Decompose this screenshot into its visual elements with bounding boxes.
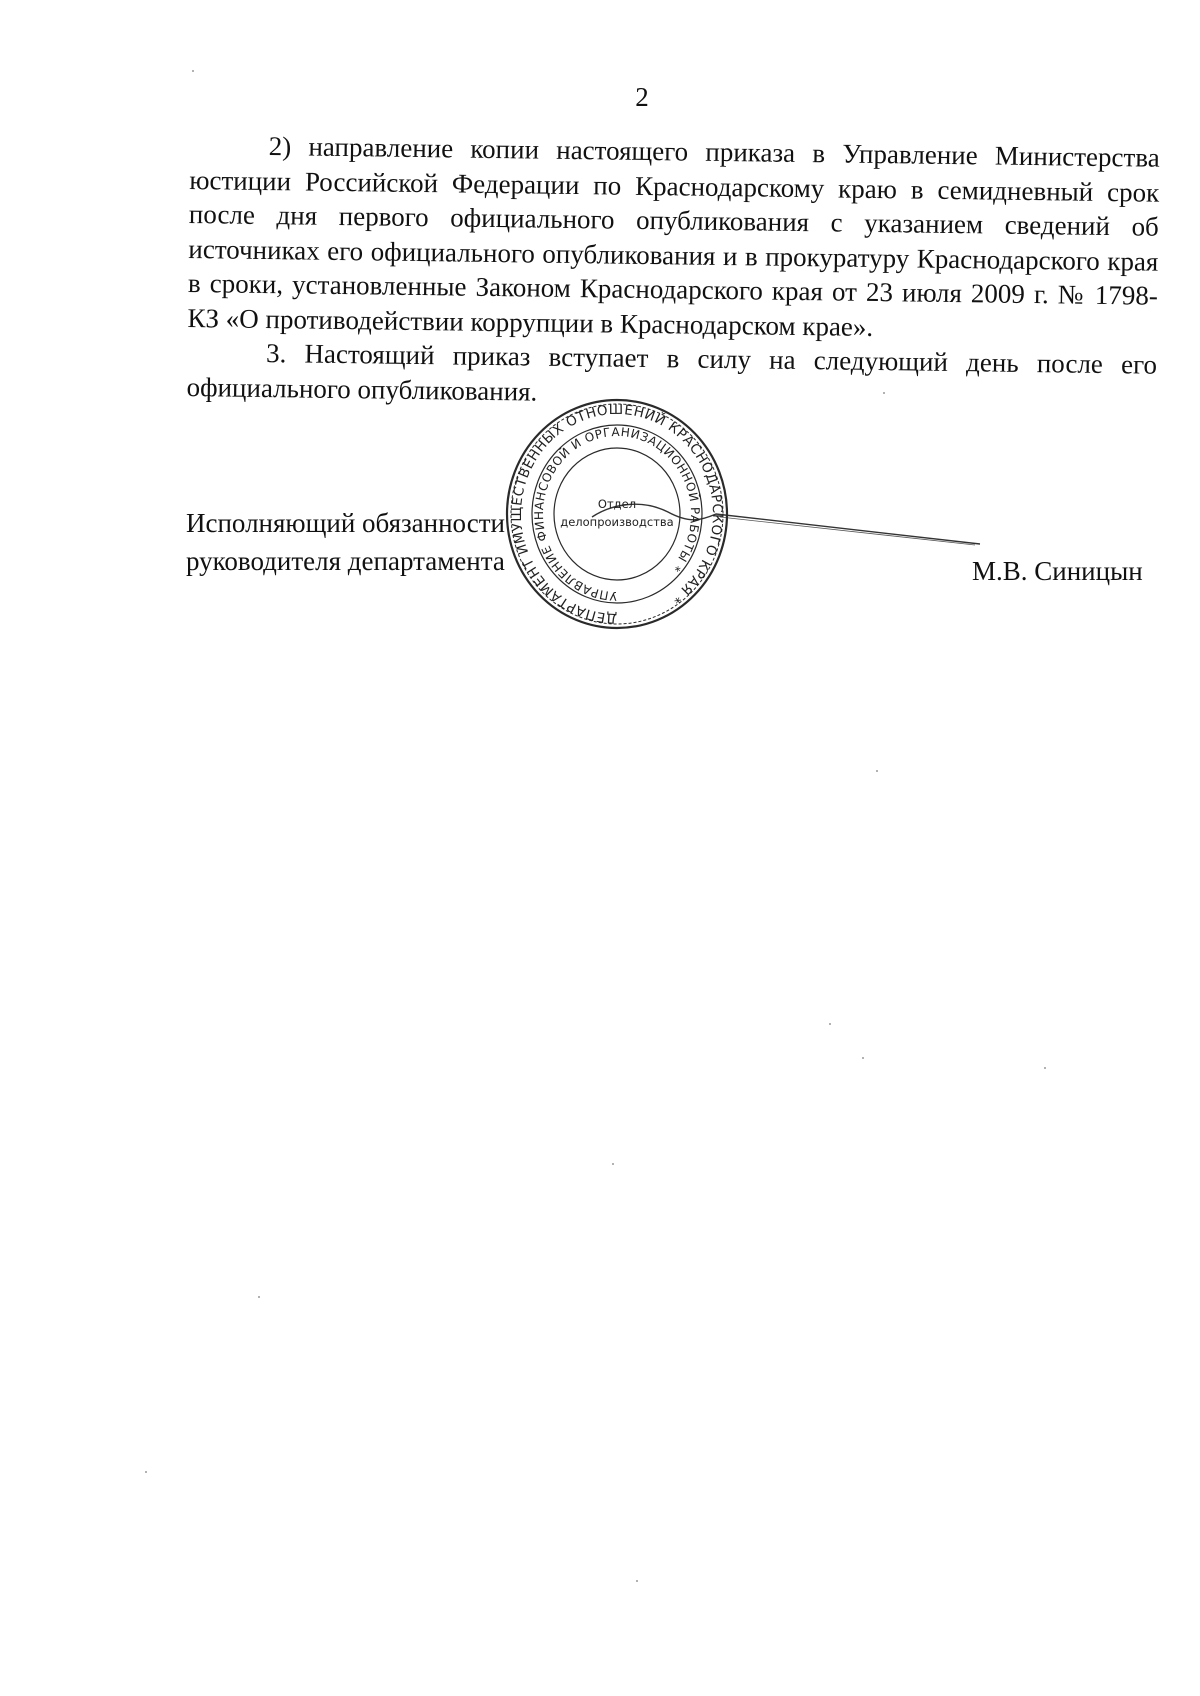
stamp-center-line-2: делопроизводства — [560, 515, 674, 529]
paragraph-item-2: 2) направление копии настоящего приказа в Управление Министерства юстиции Российской Федерации по Краснодарскому краю в семидневный срок после дня первого официального опубликования с указанием сведений об источниках его официального опубликования и в прокуратуру Краснодарского края в сроки, установленные Законом Краснодарского края от 23 июля 2009 г. № 1798-КЗ «О противодействии коррупции в Краснодарском крае». — [187, 131, 1160, 342]
stamp-inner-text: УПРАВЛЕНИЕ ФИНАНСОВОЙ И ОРГАНИЗАЦИОННОЙ РАБОТЫ * — [531, 424, 703, 604]
scan-speck — [192, 70, 194, 72]
scan-speck — [883, 392, 885, 394]
scan-speck — [258, 1296, 260, 1298]
official-stamp-seal — [504, 396, 730, 632]
signatory-position-line-2: руководителя департамента — [186, 546, 505, 576]
paragraph-item-3: 3. Настоящий приказ вступает в силу на следующий день после его официального опубликования. — [186, 338, 1158, 407]
signatory-position-line-1: Исполняющий обязанности — [186, 508, 505, 538]
stamp-outer-text: ДЕПАРТАМЕНТ ИМУЩЕСТВЕННЫХ ОТНОШЕНИЙ КРАСНОДАРСКОГО КРАЯ * — [509, 401, 726, 627]
scan-speck — [145, 1471, 147, 1473]
scan-speck — [612, 1163, 614, 1165]
scan-speck — [876, 770, 878, 772]
stamp-center-line-1: Отдел — [597, 497, 637, 511]
page-number: 2 — [635, 82, 649, 112]
scan-speck — [829, 1023, 831, 1025]
scan-speck — [862, 1057, 864, 1059]
signatory-name: М.В. Синицын — [972, 556, 1143, 586]
scan-speck — [1044, 1067, 1046, 1069]
scan-speck — [636, 1580, 638, 1582]
